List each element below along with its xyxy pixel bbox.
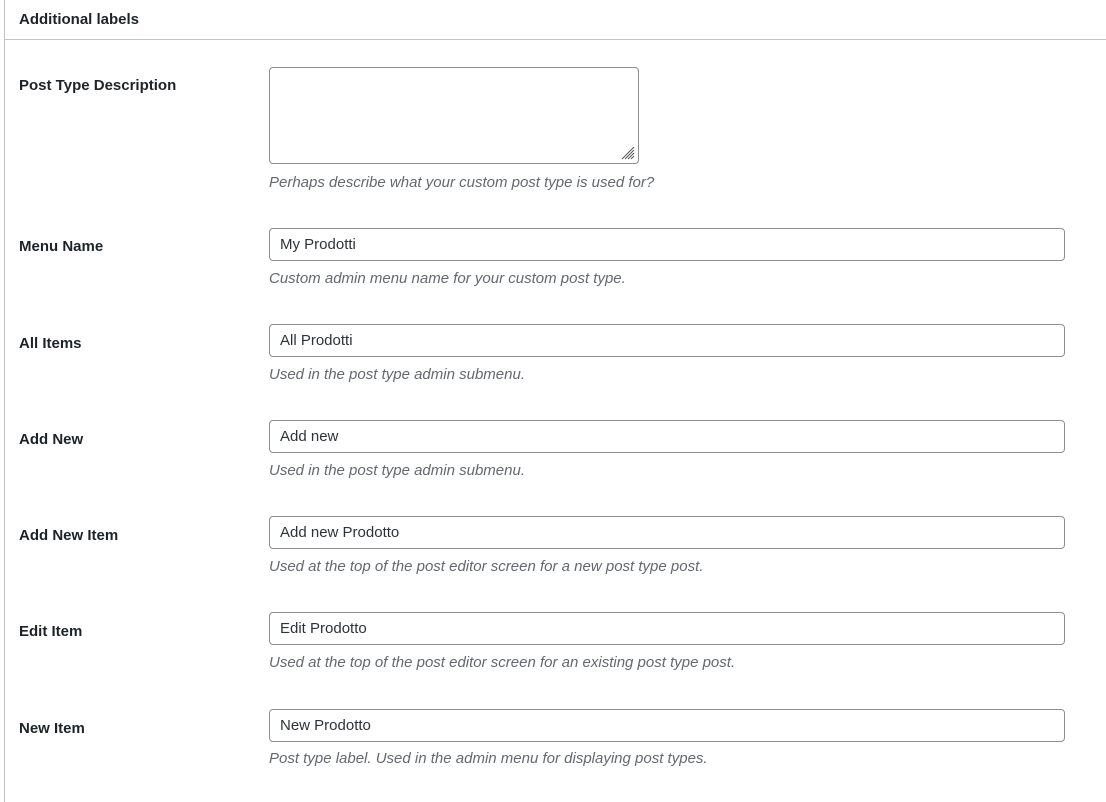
edit-item-help: Used at the top of the post editor screen for an existing post type post. <box>269 654 736 671</box>
add-new-input[interactable] <box>269 420 1065 453</box>
new-item-help: Post type label. Used in the admin menu for displaying post types. <box>269 750 708 767</box>
add-new-item-label: Add New Item <box>19 527 119 544</box>
additional-labels-panel <box>4 0 1106 802</box>
description-help: Perhaps describe what your custom post type is used for? <box>269 174 655 191</box>
description-label: Post Type Description <box>19 77 177 94</box>
add-new-item-input[interactable] <box>269 516 1065 549</box>
add-new-item-help: Used at the top of the post editor screen for a new post type post. <box>269 558 704 575</box>
new-item-input[interactable] <box>269 709 1065 742</box>
menu-name-label: Menu Name <box>19 238 104 255</box>
description-textarea[interactable] <box>269 67 639 164</box>
panel-title: Additional labels <box>19 11 140 28</box>
all-items-input[interactable] <box>269 324 1065 357</box>
add-new-label: Add New <box>19 431 84 448</box>
edit-item-label: Edit Item <box>19 623 83 640</box>
add-new-help: Used in the post type admin submenu. <box>269 462 525 479</box>
menu-name-input[interactable] <box>269 228 1065 261</box>
resize-grip-icon[interactable] <box>619 144 635 160</box>
all-items-help: Used in the post type admin submenu. <box>269 366 525 383</box>
all-items-label: All Items <box>19 335 82 352</box>
new-item-label: New Item <box>19 720 85 737</box>
edit-item-input[interactable] <box>269 612 1065 645</box>
menu-name-help: Custom admin menu name for your custom post type. <box>269 270 626 287</box>
panel-header[interactable] <box>5 0 1106 40</box>
